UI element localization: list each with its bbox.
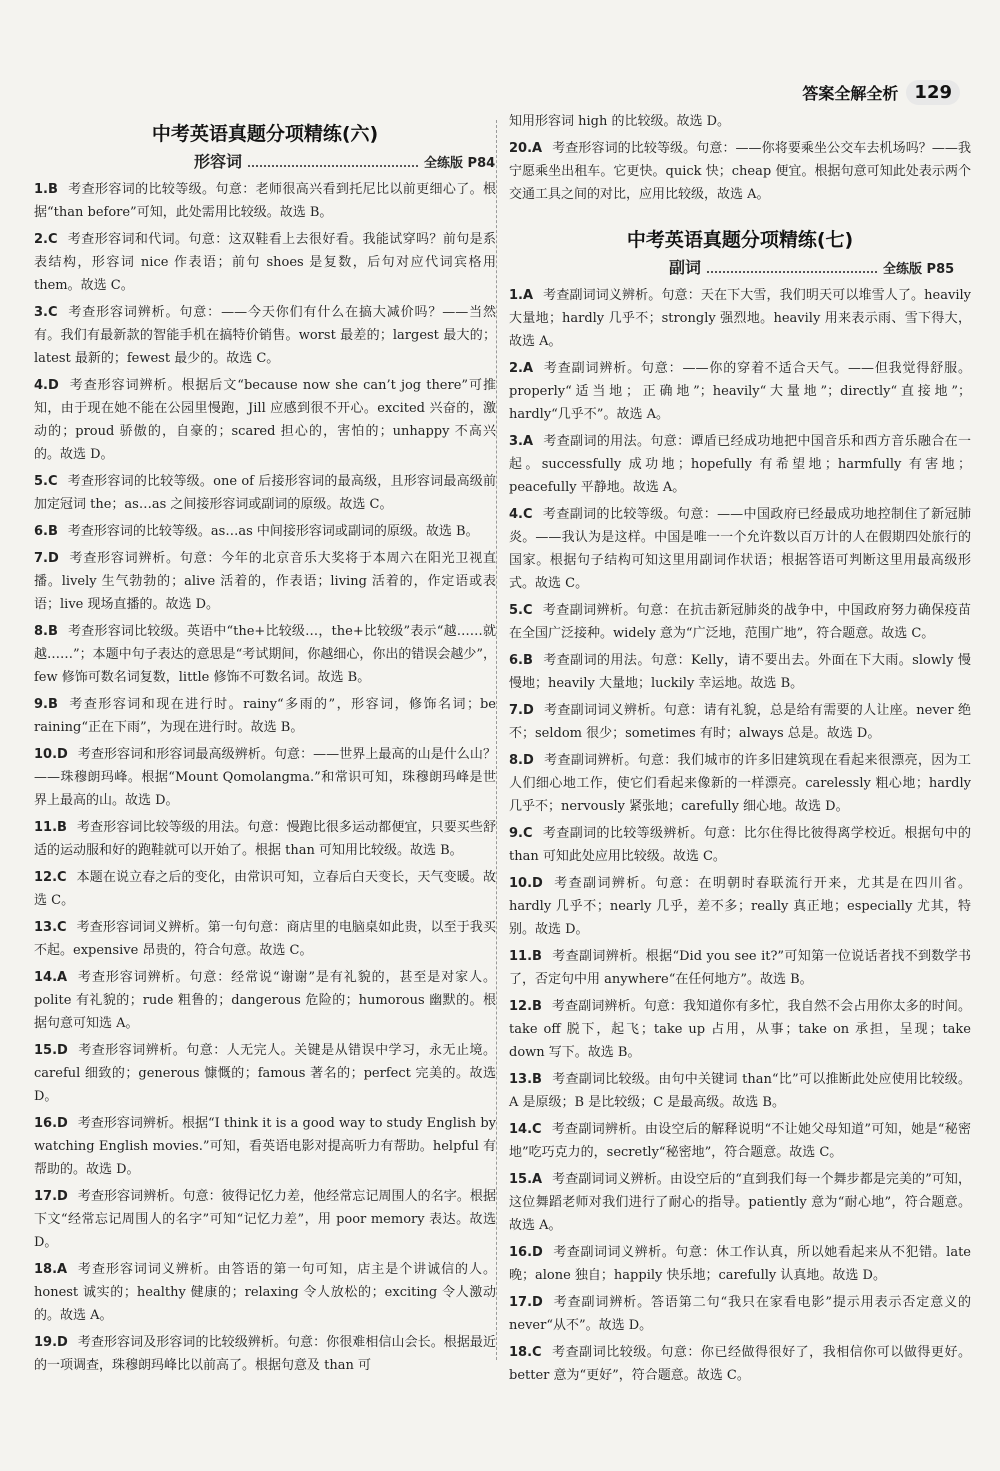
answer-item — [34, 866, 496, 912]
answer-item — [34, 374, 496, 466]
answer-explanation: 考查形容词的比较等级。as…as 中间接形容词或副词的原级。故选 B。 — [67, 524, 479, 539]
answer-explanation: 考查副词辨析。答语第二句“我只在家看电影”提示用表示否定意义的 never“从不”。故选 D。 — [509, 1295, 971, 1333]
section-ref: 全练版 P84 — [424, 156, 496, 171]
answer-explanation: 考查形容词的比较等级。one of 后接形容词的最高级，且形容词最高级前加定冠词 the；as…as 之间接形容词或副词的原级。故选 C。 — [34, 474, 496, 512]
answer-explanation: 考查形容词和现在进行时。rainy“多雨的”，形容词，修饰名词；be raining“正在下雨”，为现在进行时。故选 B。 — [34, 697, 496, 735]
answer-number: 12.B — [509, 999, 542, 1014]
answer-item — [509, 430, 971, 499]
answer-number: 18.C — [509, 1345, 542, 1360]
answer-item — [34, 520, 496, 543]
answer-explanation: 考查形容词词义辨析。第一句句意：商店里的电脑桌如此贵，以至于我买不起。expensive 昂贵的，符合句意。故选 C。 — [34, 920, 496, 958]
answer-number: 16.D — [509, 1245, 543, 1260]
right-column — [509, 110, 971, 1391]
answer-item — [509, 649, 971, 695]
answer-item — [509, 995, 971, 1064]
page-header — [780, 74, 960, 110]
answer-number: 5.C — [509, 603, 533, 618]
answer-item — [34, 547, 496, 616]
answer-item — [34, 301, 496, 370]
answer-item — [509, 599, 971, 645]
answer-number: 7.D — [509, 703, 534, 718]
answer-item — [509, 872, 971, 941]
answer-number: 3.C — [34, 305, 58, 320]
answer-number: 17.D — [509, 1295, 543, 1310]
answer-item — [34, 228, 496, 297]
answer-number: 4.C — [509, 507, 533, 522]
answer-item — [34, 966, 496, 1035]
answer-item — [509, 137, 971, 206]
answer-number: 13.C — [34, 920, 67, 935]
answer-item — [34, 1258, 496, 1327]
answer-number: 6.B — [509, 653, 533, 668]
answer-explanation: 考查副词比较级。由句中关键词 than“比”可以推断此处应使用比较级。A 是原级；B 是比较级；C 是最高级。故选 B。 — [509, 1072, 971, 1110]
answer-number: 15.A — [509, 1172, 543, 1187]
answer-explanation: 考查副词的用法。句意：谭盾已经成功地把中国音乐和西方音乐融合在一起。successfully 成功地；hopefully 有希望地；harmfully 有害地；peacefully 平静地。故选 A。 — [509, 434, 971, 495]
answer-explanation: 考查形容词辨析。根据“I think it is a good way to study English by watching English movies.”可知，看英语电影对提高听力有帮助。helpful 有帮助的。故选 D。 — [34, 1116, 496, 1177]
answer-number: 5.C — [34, 474, 58, 489]
answer-explanation: 考查形容词辨析。句意：经常说“谢谢”是有礼貌的，甚至是对家人。polite 有礼貌的；rude 粗鲁的；dangerous 危险的；humorous 幽默的。根据句意可知选 A。 — [34, 970, 496, 1031]
answer-number: 7.D — [34, 551, 59, 566]
left-column — [34, 118, 496, 1381]
answer-number: 3.A — [509, 434, 534, 449]
answer-item — [509, 1241, 971, 1287]
answer-item — [34, 470, 496, 516]
answer-explanation: 考查形容词比较级。英语中“the+比较级…，the+比较级”表示“越……就越……”；本题中句子表达的意思是“考试期间，你越细心，你出的错误会越少”，few 修饰可数名词复数，little 修饰不可数名词。故选 B。 — [34, 624, 496, 685]
answer-explanation: 考查形容词辨析。句意：彼得记忆力差，他经常忘记周围人的名字。根据下文“经常忘记周围人的名字”可知“记忆力差”，用 poor memory 表达。故选 D。 — [34, 1189, 496, 1250]
answer-number: 6.B — [34, 524, 58, 539]
section-title: 中考英语真题分项精练(七) — [626, 229, 854, 251]
answer-number: 11.B — [509, 949, 542, 964]
answer-number: 14.A — [34, 970, 68, 985]
answer-number: 13.B — [509, 1072, 542, 1087]
answer-item — [34, 1039, 496, 1108]
answer-explanation: 考查形容词词义辨析。由答语的第一句可知，店主是个讲诚信的人。honest 诚实的；healthy 健康的；relaxing 令人放松的；exciting 令人激动的。故选 A。 — [34, 1262, 496, 1323]
answer-item — [509, 1291, 971, 1337]
column-divider — [496, 120, 497, 1360]
answer-explanation: 考查副词辨析。句意：——你的穿着不适合天气。——但我觉得舒服。properly“适当地；正确地”；heavily“大量地”；directly“直接地”；hardly“几乎不”。故选 A。 — [509, 361, 971, 422]
header-label: 答案全解全析 — [802, 83, 899, 103]
answer-number: 20.A — [509, 141, 543, 156]
answer-item — [34, 916, 496, 962]
answer-list — [34, 178, 496, 1377]
spacer — [509, 210, 971, 224]
answer-number: 9.B — [34, 697, 58, 712]
answer-item — [509, 357, 971, 426]
answer-number: 4.D — [34, 378, 59, 393]
answer-number: 8.D — [509, 753, 534, 768]
answer-item — [509, 284, 971, 353]
answer-number: 12.C — [34, 870, 67, 885]
answer-explanation: 考查副词词义辨析。句意：请有礼貌，总是给有需要的人让座。never 绝不；seldom 很少；sometimes 有时；always 总是。故选 D。 — [509, 703, 971, 741]
answer-number: 16.D — [34, 1116, 68, 1131]
answer-item — [34, 1112, 496, 1181]
section-title: 中考英语真题分项精练(六) — [151, 123, 379, 145]
answer-item — [509, 699, 971, 745]
answer-item — [34, 178, 496, 224]
answer-number: 1.B — [34, 182, 58, 197]
section-topic: 形容词 — [194, 152, 243, 171]
answer-number: 11.B — [34, 820, 67, 835]
answer-item — [509, 749, 971, 818]
answer-item — [509, 945, 971, 991]
answer-item — [509, 1118, 971, 1164]
answer-explanation: 考查形容词比较等级的用法。句意：慢跑比很多运动都便宜，只要买些舒适的运动服和好的跑鞋就可以开始了。根据 than 可知用比较级。故选 B。 — [34, 820, 496, 858]
answer-explanation: 考查副词的用法。句意：Kelly，请不要出去。外面在下大雨。slowly 慢慢地；heavily 大量地；luckily 幸运地。故选 B。 — [509, 653, 971, 691]
section-topic: 副词 — [669, 258, 702, 277]
answer-explanation: 考查副词词义辨析。句意：天在下大雪，我们明天可以堆雪人了。heavily 大量地；hardly 几乎不；strongly 强烈地。heavily 用来表示雨、雪下得大，故选 A。 — [509, 288, 971, 349]
section-subtitle — [34, 150, 496, 174]
answer-number: 17.D — [34, 1189, 68, 1204]
section-subtitle — [509, 256, 971, 280]
answer-number: 10.D — [509, 876, 543, 891]
section-ref: 全练版 P85 — [883, 262, 955, 277]
answer-item — [34, 693, 496, 739]
answer-item — [34, 816, 496, 862]
page-number: 129 — [906, 80, 960, 105]
answer-item — [509, 1068, 971, 1114]
answer-number: 19.D — [34, 1335, 68, 1350]
answer-number: 14.C — [509, 1122, 542, 1137]
answer-number: 1.A — [509, 288, 534, 303]
answer-number: 18.A — [34, 1262, 68, 1277]
answer-explanation: 考查副词辨析。根据“Did you see it?”可知第一位说话者找不到数学书了，否定句中用 anywhere“在任何地方”。故选 B。 — [509, 949, 971, 987]
answer-explanation: 考查副词辨析。由设空后的解释说明“不让她父母知道”可知，她是“秘密地”吃巧克力的，secretly“秘密地”，符合题意。故选 C。 — [509, 1122, 971, 1160]
answer-explanation: 考查形容词和代词。句意：这双鞋看上去很好看。我能试穿吗？前句是系表结构，形容词 nice 作表语；前句 shoes 是复数，后句对应代词宾格用 them。故选 C。 — [34, 232, 496, 293]
answer-number: 9.C — [509, 826, 533, 841]
answer-explanation: 考查副词比较级。句意：你已经做得很好了，我相信你可以做得更好。better 意为“更好”，符合题意。故选 C。 — [509, 1345, 971, 1383]
answer-explanation: 考查形容词辨析。句意：人无完人。关键是从错误中学习，永无止境。careful 细致的；generous 慷慨的；famous 著名的；perfect 完美的。故选 D。 — [34, 1043, 496, 1104]
answer-explanation: 考查形容词的比较等级。句意：老师很高兴看到托尼比以前更细心了。根据“than before”可知，此处需用比较级。故选 B。 — [34, 182, 496, 220]
answer-list — [509, 137, 971, 206]
answer-explanation: 考查形容词辨析。根据后文“because now she can’t jog there”可推知，由于现在她不能在公园里慢跑，Jill 应感到很不开心。excited 兴奋的，激动的；proud 骄傲的，自豪的；scared 担心的，害怕的；unhappy 不高兴的。故选 D。 — [34, 378, 496, 462]
answer-explanation: 考查形容词辨析。句意：——今天你们有什么在搞大减价吗？——当然有。我们有最新款的智能手机在搞特价销售。worst 最差的；largest 最大的；latest 最新的；fewest 最少的。故选 C。 — [34, 305, 496, 366]
answer-item — [509, 822, 971, 868]
answer-item — [509, 503, 971, 595]
answer-explanation: 考查副词词义辨析。句意：休工作认真，所以她看起来从不犯错。late 晚；alone 独自；happily 快乐地；carefully 认真地。故选 D。 — [509, 1245, 971, 1283]
answer-explanation: 考查副词辨析。句意：在抗击新冠肺炎的战争中，中国政府努力确保疫苗在全国广泛接种。widely 意为“广泛地，范围广地”，符合题意。故选 C。 — [509, 603, 971, 641]
answer-explanation: 考查形容词和形容词最高级辨析。句意：——世界上最高的山是什么山？——珠穆朗玛峰。根据“Mount Qomolangma.”和常识可知，珠穆朗玛峰是世界上最高的山。故选 D。 — [34, 747, 496, 808]
answer-explanation: 考查形容词辨析。句意：今年的北京音乐大奖将于本周六在阳光卫视直播。lively 生气勃勃的；alive 活着的，作表语；living 活着的，作定语或表语；live 现场直播的。故选 D。 — [34, 551, 496, 612]
answer-item — [34, 743, 496, 812]
answer-explanation: 考查形容词及形容词的比较级辨析。句意：你很难相信山会长。根据最近的一项调查，珠穆朗玛峰比以前高了。根据句意及 than 可 — [34, 1335, 496, 1373]
answer-explanation: 考查副词的比较等级辨析。句意：比尔住得比彼得离学校近。根据句中的 than 可知此处应用比较级。故选 C。 — [509, 826, 971, 864]
answer-number: 10.D — [34, 747, 68, 762]
answer-explanation: 考查形容词的比较等级。句意：——你将要乘坐公交车去机场吗？——我宁愿乘坐出租车。它更快。quick 快；cheap 便宜。根据句意可知此处表示两个交通工具之间的对比，应用比较级，故选 A。 — [509, 141, 971, 202]
answer-number: 8.B — [34, 624, 58, 639]
answer-explanation: 考查副词辨析。句意：我们城市的许多旧建筑现在看起来很漂亮，因为工人们细心地工作，使它们看起来像新的一样漂亮。carelessly 粗心地；hardly 几乎不；nervously 紧张地；carefully 细心地。故选 D。 — [509, 753, 971, 814]
answer-item — [34, 1331, 496, 1377]
answer-explanation: 考查副词辨析。句意：我知道你有多忙，我自然不会占用你太多的时间。take off 脱下，起飞；take up 占用，从事；take on 承担，呈现；take down 写下。故选 B。 — [509, 999, 971, 1060]
answer-continuation: 知用形容词 high 的比较级。故选 D。 — [509, 114, 731, 129]
answer-item — [34, 1185, 496, 1254]
answer-explanation: 本题在说立春之后的变化，由常识可知，立春后白天变长，天气变暖。故选 C。 — [34, 870, 496, 908]
leader-dots — [248, 165, 418, 167]
answer-number: 15.D — [34, 1043, 68, 1058]
answer-explanation: 考查副词辨析。句意：在明朝时春联流行开来，尤其是在四川省。hardly 几乎不；nearly 几乎，差不多；really 真正地；especially 尤其，特别。故选 D。 — [509, 876, 971, 937]
answer-item — [509, 1168, 971, 1237]
answer-number: 2.C — [34, 232, 58, 247]
answer-item — [34, 620, 496, 689]
leader-dots — [707, 271, 877, 273]
answer-explanation: 考查副词的比较等级。句意：——中国政府已经最成功地控制住了新冠肺炎。——我认为是这样。中国是唯一一个允许数以百万计的人在假期四处旅行的国家。根据句子结构可知这里用副词作状语；根据答语可判断这里用最高级形式。故选 C。 — [509, 507, 971, 591]
answer-explanation: 考查副词词义辨析。由设空后的“直到我们每一个舞步都是完美的”可知，这位舞蹈老师对我们进行了耐心的指导。patiently 意为“耐心地”，符合题意。故选 A。 — [509, 1172, 971, 1233]
answer-item — [509, 1341, 971, 1387]
answer-number: 2.A — [509, 361, 534, 376]
answer-list — [509, 284, 971, 1387]
